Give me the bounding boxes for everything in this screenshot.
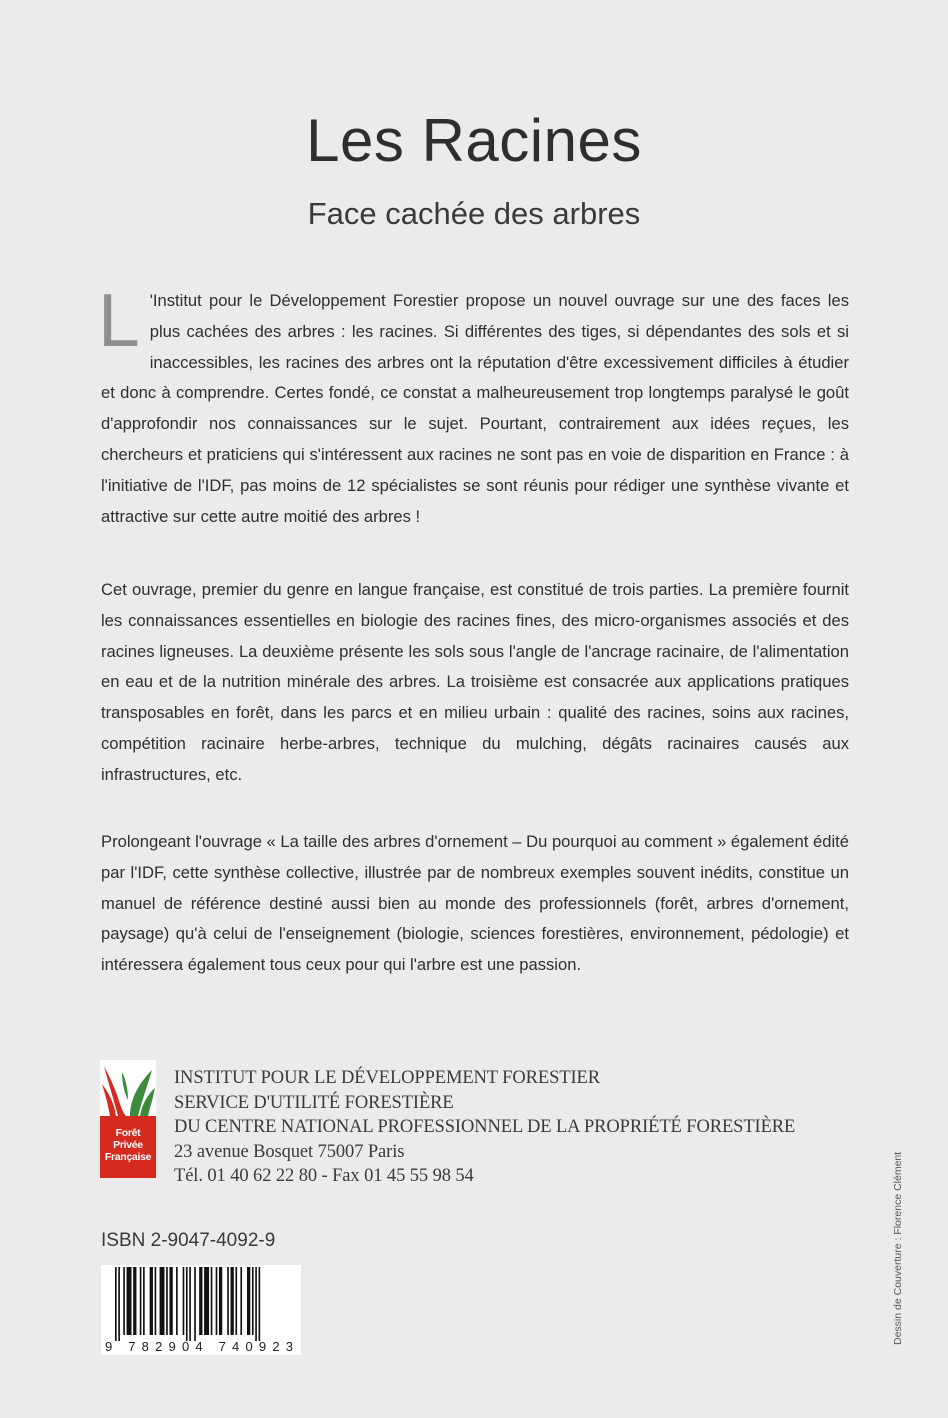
barcode <box>101 1265 301 1355</box>
barcode-bar <box>247 1267 250 1335</box>
barcode-bar <box>133 1267 136 1335</box>
barcode-bar <box>186 1267 188 1341</box>
barcode-bar <box>143 1267 145 1335</box>
barcode-bar <box>140 1267 142 1335</box>
barcode-bar <box>166 1267 168 1335</box>
foret-privee-logo <box>100 1060 156 1178</box>
barcode-bar <box>183 1267 185 1335</box>
barcode-bar <box>252 1267 254 1335</box>
barcode-bar <box>155 1267 157 1335</box>
address-line-1: INSTITUT POUR LE DÉVELOPPEMENT FORESTIER <box>174 1068 600 1088</box>
barcode-bar <box>118 1267 120 1341</box>
address-line-5: Tél. 01 40 62 22 80 - Fax 01 45 55 98 54 <box>174 1166 474 1187</box>
address-line-3: DU CENTRE NATIONAL PROFESSIONNEL DE LA PROPRIÉTÉ FORESTIÈRE <box>174 1117 796 1138</box>
barcode-bar <box>216 1267 218 1335</box>
barcode-bar <box>176 1267 178 1335</box>
barcode-bar <box>219 1267 222 1335</box>
barcode-bar <box>169 1267 172 1335</box>
paragraph-conclusion: Prolongeant l'ouvrage « La taille des arbres d'ornement – Du pourquoi au comment » également édité par l'IDF, cette synthèse collective, illustrée par de nombreux exemples souvent inédits, constitue un manuel de référence destiné aussi bien au monde des professionnels (forêt, arbres d'ornement, paysage) qu'à celui de l'enseignement (biologie, sciences forestières, environnement, pédologie) et intéressera également tous ceux pour qui l'arbre est une passion. <box>101 832 849 975</box>
barcode-icon <box>101 1265 301 1355</box>
barcode-bar <box>194 1267 196 1341</box>
barcode-bar <box>255 1267 257 1341</box>
logo-text: Forêt Privée Française <box>104 1127 152 1163</box>
address-line-4: 23 avenue Bosquet 75007 Paris <box>174 1141 405 1162</box>
barcode-bar <box>211 1267 213 1335</box>
barcode-bar <box>235 1267 237 1335</box>
barcode-bar <box>204 1267 209 1335</box>
paragraph-intro-text: 'Institut pour le Développement Forestier propose un nouvel ouvrage sur une des faces les plus cachées des arbres : les racines. Si différentes des tiges, si dépendantes des sols et si inaccessibles, les racines des arbres ont la réputation d'être excessivement difficiles à étudier et donc à comprendre. Certes fondé, ce constat a malheureusement trop longtemps paralysé le goût d'approfondir nos connaissances sur le sujet. Pourtant, contrairement aux idées reçues, les chercheurs et praticiens qui s'intéressent aux racines ne sont pas en voie de disparition en France : à l'initiative de l'IDF, pas moins de 12 spécialistes se sont réunis pour rédiger une synthèse vivante et attractive sur cette autre moitié des arbres ! <box>101 291 849 526</box>
barcode-bar <box>115 1267 117 1341</box>
barcode-bar <box>259 1267 261 1341</box>
paragraph-structure: Cet ouvrage, premier du genre en langue française, est constitué de trois parties. La première fournit les connaissances essentielles en biologie des racines fines, des micro-organismes associés et des racines ligneuses. La deuxième présente les sols sous l'angle de l'ancrage racinaire, de l'alimentation en eau et de la nutrition minérale des arbres. La troisième est consacrée aux applications pratiques transposables en forêt, dans les parcs et en milieu urbain : qualité des racines, soins aux racines, compétition racinaire herbe-arbres, technique du mulching, dégâts racinaires causés aux infrastructures, etc. <box>101 580 849 784</box>
book-subtitle: Face cachée des arbres <box>307 196 641 231</box>
barcode-bar <box>231 1267 234 1335</box>
barcode-bar <box>189 1267 191 1341</box>
barcode-bar <box>227 1267 229 1335</box>
isbn: ISBN 2-9047-4092-9 <box>101 1230 276 1251</box>
publisher-address <box>174 1066 795 1189</box>
address-line-2: SERVICE D'UTILITÉ FORESTIÈRE <box>174 1092 454 1113</box>
barcode-bar <box>240 1267 242 1335</box>
barcode-bar <box>160 1267 165 1335</box>
barcode-bar <box>150 1267 153 1335</box>
paragraph-intro <box>98 278 849 532</box>
barcode-bar <box>123 1267 125 1335</box>
barcode-bar <box>199 1267 202 1335</box>
barcode-number: 9 782904 740923 <box>105 1339 293 1354</box>
barcode-bar <box>127 1267 132 1335</box>
drop-cap: L <box>98 278 140 362</box>
book-title: Les Racines <box>306 107 642 174</box>
cover-credit: Dessin de Couverture : Florence Clément <box>892 1151 904 1345</box>
